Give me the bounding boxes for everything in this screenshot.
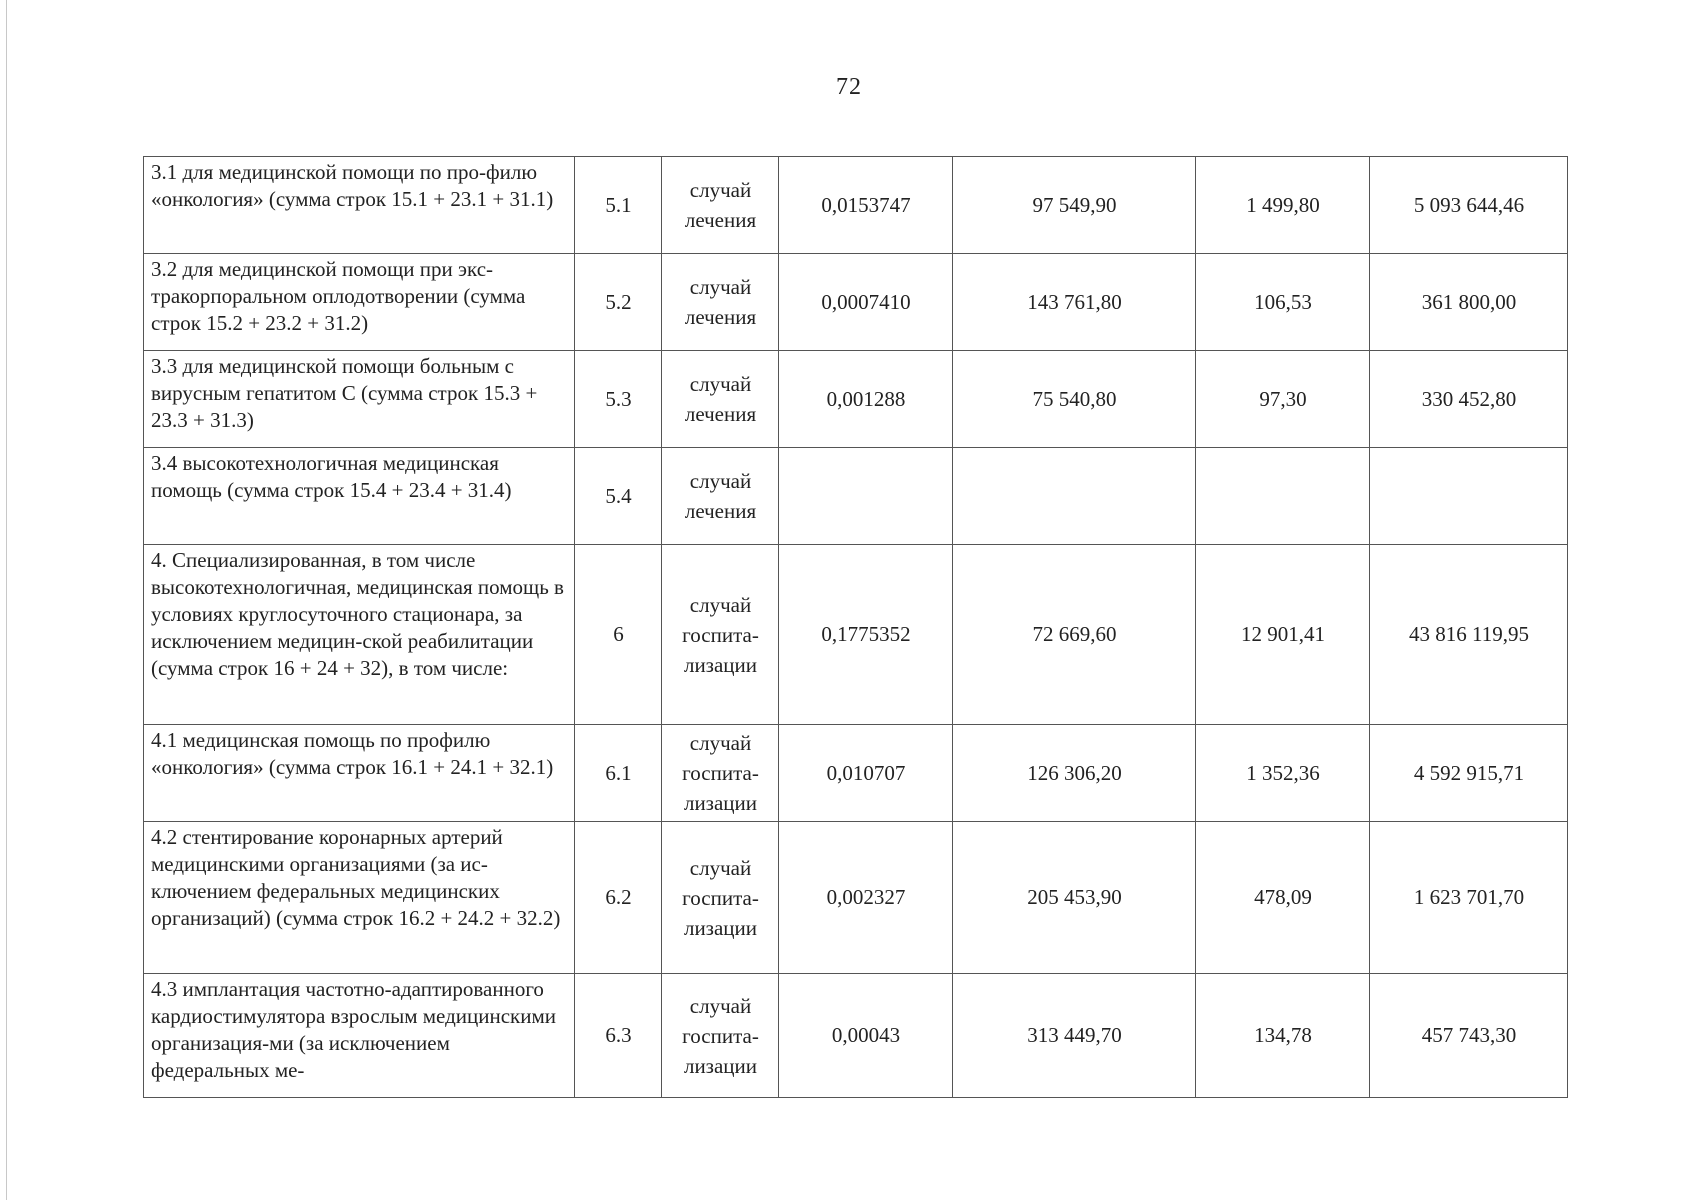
table-row [144,157,1568,254]
per-capita-cell: 106,53 [1196,254,1370,351]
unit-cost-cell: 205 453,90 [953,822,1196,974]
row-number-cell: 6.3 [575,974,662,1098]
unit-cell: случай госпита-лизации [662,725,779,822]
table-row [144,351,1568,448]
unit-cell: случай госпита-лизации [662,974,779,1098]
total-cost-cell: 457 743,30 [1370,974,1568,1098]
per-capita-cell: 1 352,36 [1196,725,1370,822]
care-type-cell: 4.2 стентирование коронарных артерий медицинскими организациями (за ис-ключением федеральных медицинских организаций) (сумма строк 16.2 + 24.2 + 32.2) [144,822,575,974]
table-row [144,822,1568,974]
unit-cost-cell: 143 761,80 [953,254,1196,351]
unit-cost-cell: 126 306,20 [953,725,1196,822]
care-type-cell: 3.1 для медицинской помощи по про-филю «онкология» (сумма строк 15.1 + 23.1 + 31.1) [144,157,575,254]
table-row [144,448,1568,545]
care-type-cell: 4.1 медицинская помощь по профилю «онкология» (сумма строк 16.1 + 24.1 + 32.1) [144,725,575,822]
volume-norm-cell: 0,001288 [779,351,953,448]
row-number-cell: 6.2 [575,822,662,974]
volume-norm-cell: 0,00043 [779,974,953,1098]
unit-cell: случай лечения [662,157,779,254]
volume-norm-cell: 0,010707 [779,725,953,822]
volume-norm-cell: 0,002327 [779,822,953,974]
care-type-cell: 3.4 высокотехнологичная медицинская помощь (сумма строк 15.4 + 23.4 + 31.4) [144,448,575,545]
care-type-cell: 3.2 для медицинской помощи при экс-тракорпоральном оплодотворении (сумма строк 15.2 + 23.2 + 31.2) [144,254,575,351]
total-cost-cell: 5 093 644,46 [1370,157,1568,254]
unit-cost-cell: 72 669,60 [953,545,1196,725]
table-row [144,254,1568,351]
unit-cost-cell: 97 549,90 [953,157,1196,254]
row-number-cell: 5.3 [575,351,662,448]
per-capita-cell: 97,30 [1196,351,1370,448]
unit-cost-cell: 313 449,70 [953,974,1196,1098]
row-number-cell: 5.1 [575,157,662,254]
scan-edge-line [6,0,7,1200]
unit-cost-cell [953,448,1196,545]
total-cost-cell [1370,448,1568,545]
unit-cost-cell: 75 540,80 [953,351,1196,448]
volume-norm-cell: 0,0153747 [779,157,953,254]
care-type-cell: 4.3 имплантация частотно-адаптированного кардиостимулятора взрослым медицинскими организация-ми (за исключением федеральных ме- [144,974,575,1098]
unit-cell: случай лечения [662,448,779,545]
page-number: 72 [836,74,862,100]
care-type-cell: 4. Специализированная, в том числе высокотехнологичная, медицинская помощь в условиях круглосуточного стационара, за исключением медицин-ской реабилитации (сумма строк 16 + 24 + 32), в том числе: [144,545,575,725]
per-capita-cell: 134,78 [1196,974,1370,1098]
total-cost-cell: 361 800,00 [1370,254,1568,351]
total-cost-cell: 1 623 701,70 [1370,822,1568,974]
table-row [144,974,1568,1098]
per-capita-cell: 12 901,41 [1196,545,1370,725]
unit-cell: случай госпита-лизации [662,822,779,974]
per-capita-cell: 478,09 [1196,822,1370,974]
row-number-cell: 5.4 [575,448,662,545]
unit-cell: случай госпита-лизации [662,545,779,725]
unit-cell: случай лечения [662,351,779,448]
row-number-cell: 6.1 [575,725,662,822]
per-capita-cell [1196,448,1370,545]
table-row [144,725,1568,822]
unit-cell: случай лечения [662,254,779,351]
per-capita-cell: 1 499,80 [1196,157,1370,254]
row-number-cell: 6 [575,545,662,725]
volume-norm-cell: 0,1775352 [779,545,953,725]
total-cost-cell: 4 592 915,71 [1370,725,1568,822]
care-type-cell: 3.3 для медицинской помощи больным с вирусным гепатитом С (сумма строк 15.3 + 23.3 + 31.3) [144,351,575,448]
total-cost-cell: 330 452,80 [1370,351,1568,448]
volume-cost-table [143,156,1568,1098]
row-number-cell: 5.2 [575,254,662,351]
volume-norm-cell [779,448,953,545]
volume-norm-cell: 0,0007410 [779,254,953,351]
total-cost-cell: 43 816 119,95 [1370,545,1568,725]
table-row [144,545,1568,725]
